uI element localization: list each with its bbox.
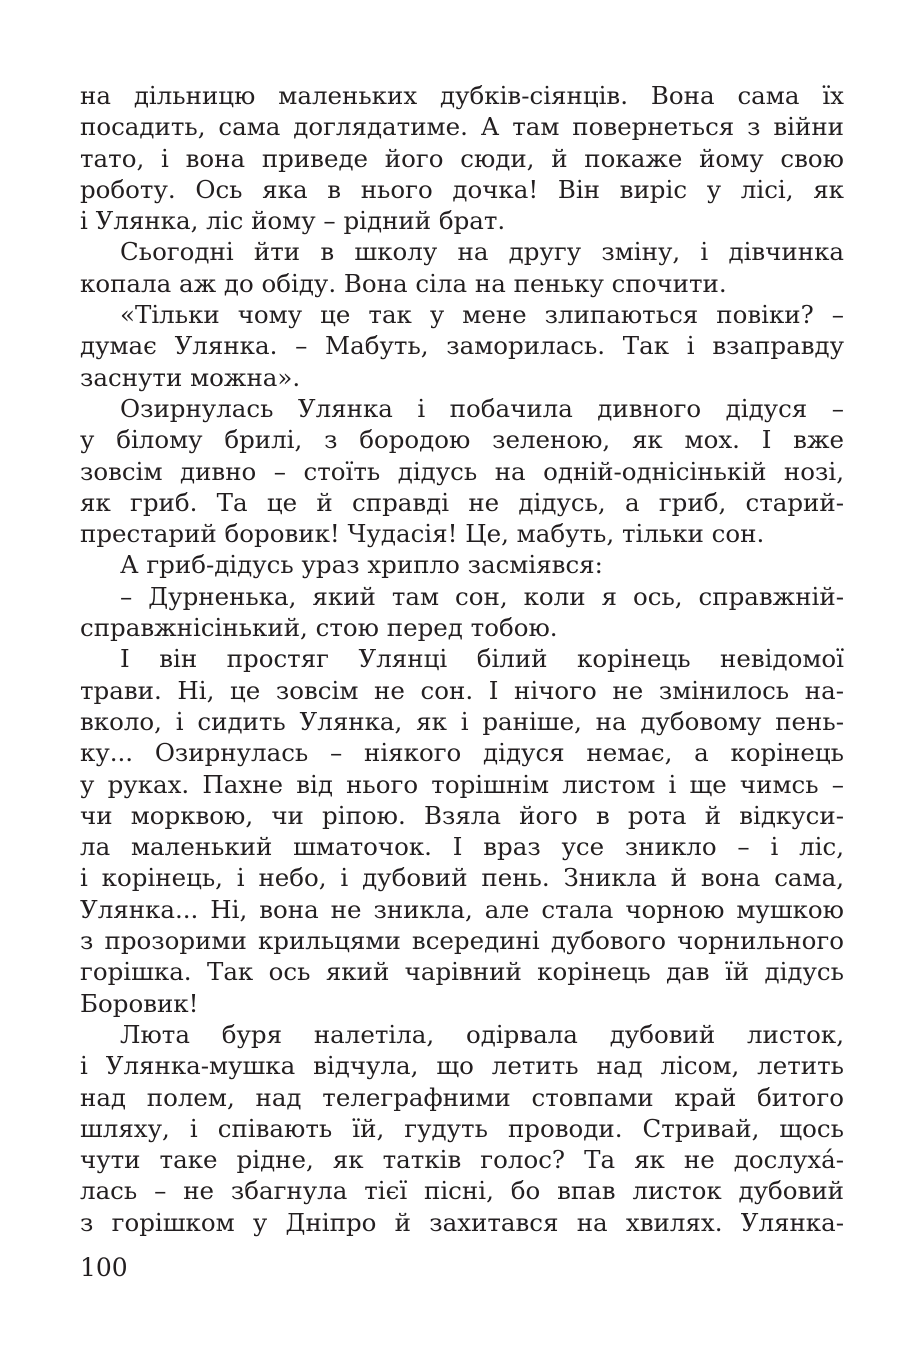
text-line: ла маленький шматочок. І враз усе зникло – і ліс, [80,832,844,862]
text-line: І він простяг Улянці білий корінець невідомої [120,644,844,674]
text-line: горішка. Так ось який чарівний корінець дав їй дідусь [80,957,844,987]
paragraph [80,1019,844,1238]
text-line: справжнісінький, стою перед тобою. [80,613,558,643]
text-line: престарий боровик! Чудасія! Це, мабуть, тільки сон. [80,519,765,549]
text-line: ку... Озирнулась – ніякого дідуся немає, а корінець [80,738,844,768]
text-line: як гриб. Та це й справді не дідусь, а гриб, старий- [80,487,844,517]
text-line: і Улянка-мушка відчула, що летить над лісом, летить [80,1051,844,1081]
text-line: з прозорими крильцями всередині дубового чорнильного [80,926,844,956]
text-line: Улянка... Ні, вона не зникла, але стала чорною мушкою [80,894,844,924]
text-line: посадить, сама доглядатиме. А там повернеться з війни [80,112,844,142]
text-line: з горішком у Дніпро й захитався на хвилях. Улянка- [80,1207,844,1237]
text-line: чи морквою, чи ріпою. Взяла його в рота й відкуси- [80,800,844,830]
text-line: у білому брилі, з бородою зеленою, як мох. І вже [80,425,844,455]
text-line: тато, і вона приведе його сюди, й покаже йому свою [80,143,844,173]
text-line: Сьогодні йти в школу на другу зміну, і дівчинка [120,237,844,267]
text-line: Боровик! [80,988,199,1018]
text-line: трави. Ні, це зовсім не сон. І нічого не змінилось на- [80,675,844,705]
text-body [80,80,844,1238]
text-line: копала аж до обіду. Вона сіла на пеньку спочити. [80,268,727,298]
text-line: на дільницю маленьких дубків-сіянців. Вона сама їх [80,81,844,110]
text-line: шляху, і співають їй, гудуть проводи. Стривай, щось [80,1113,844,1143]
text-line: у руках. Пахне від нього торішнім листом і ще чимсь – [80,769,844,799]
paragraph [80,549,844,580]
text-line: вколо, і сидить Улянка, як і раніше, на дубовому пень- [80,706,844,736]
paragraph [80,393,844,549]
text-line: і Улянка, ліс йому – рідний брат. [80,206,506,236]
text-line: Люта буря налетіла, одірвала дубовий листок, [120,1019,844,1049]
text-line: чути таке рідне, як татків голос? Та як не дослуха́- [80,1145,844,1175]
text-line: роботу. Ось яка в нього дочка! Він виріс у лісі, як [80,174,844,204]
paragraph [80,236,844,299]
paragraph [80,299,844,393]
text-line: зовсім дивно – стоїть дідусь на одній-однісінькій нозі, [80,456,844,486]
text-line: думає Улянка. – Мабуть, заморилась. Так і взаправду [80,331,844,361]
text-line: над полем, над телеграфними стовпами край битого [80,1082,844,1112]
text-line: заснути можна». [80,362,301,392]
page-number: 100 [80,1253,128,1282]
text-line: – Дурненька, який там сон, коли я ось, справжній- [120,581,844,611]
text-line: А гриб-дідусь ураз хрипло засміявся: [120,550,603,580]
paragraph [80,643,844,1019]
text-line: лась – не збагнула тієї пісні, бо впав листок дубовий [80,1176,844,1206]
text-line: і корінець, і небо, і дубовий пень. Зникла й вона сама, [80,863,844,893]
paragraph [80,581,844,644]
text-line: Озирнулась Улянка і побачила дивного дідуся – [120,393,844,423]
text-line: «Тільки чому це так у мене злипаються повіки? – [120,300,844,330]
paragraph [80,80,844,236]
